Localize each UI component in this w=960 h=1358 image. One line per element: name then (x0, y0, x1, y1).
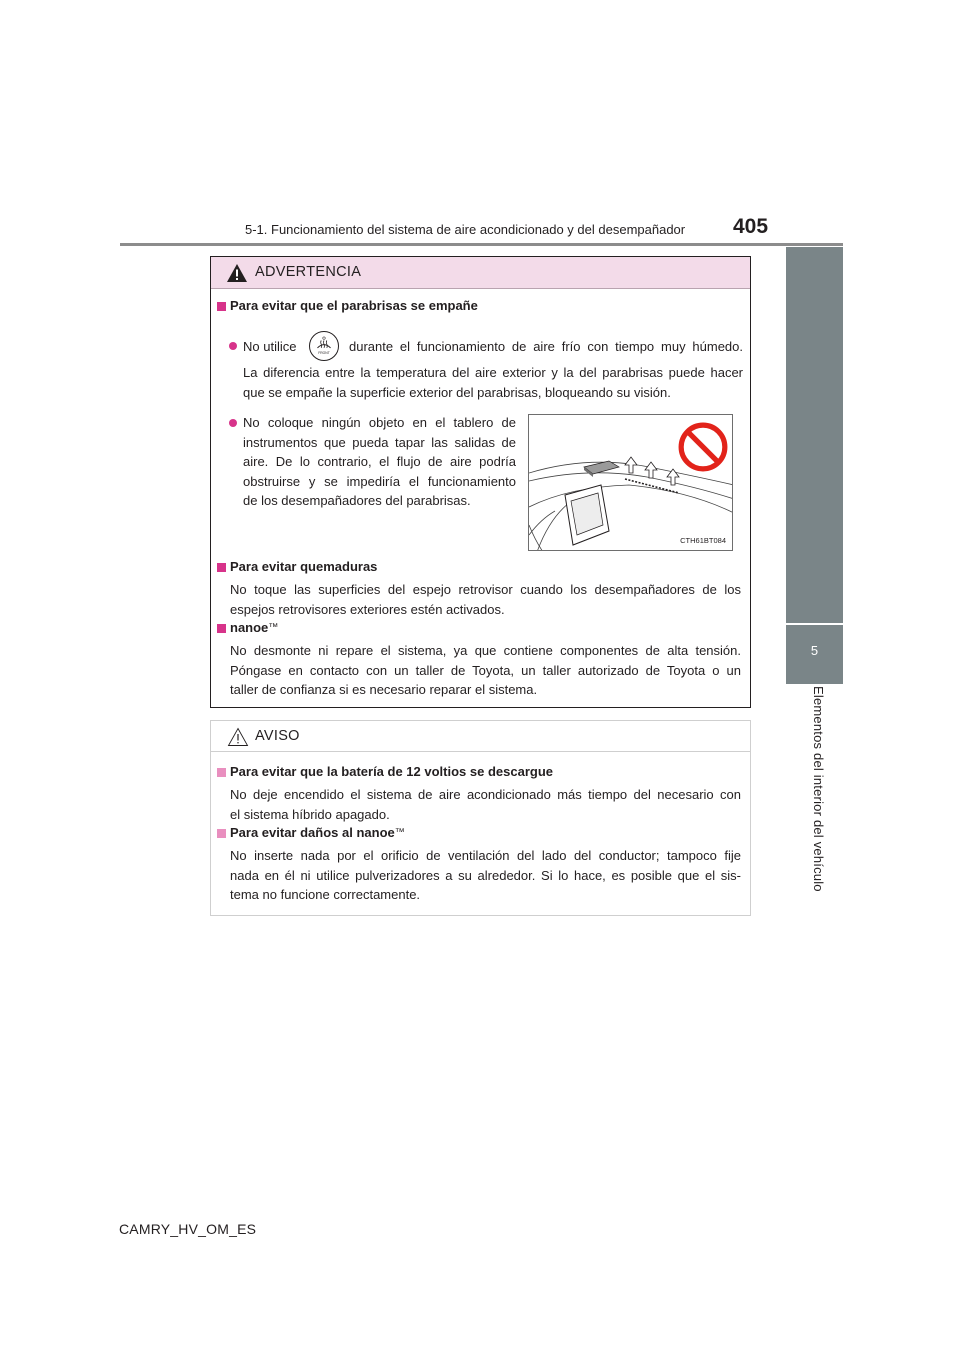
chapter-number: 5 (810, 643, 819, 658)
section-paragraph (230, 846, 741, 905)
notice-header (211, 721, 750, 752)
paragraph-line: el sistema híbrido apagado. (230, 806, 390, 822)
paragraph-line: taller de confianza si es necesario reparar el sistema. (230, 682, 538, 697)
section-heading: Para evitar que el parabrisas se empañe (230, 298, 478, 313)
section-marker (217, 563, 226, 572)
section-paragraph (230, 785, 741, 824)
trademark-symbol: ™ (268, 622, 279, 633)
paragraph-line: No desmonte ni repare el sistema, ya que contiene componentes de alta tensión. (230, 643, 741, 658)
prohibited-icon (677, 421, 729, 473)
bullet-text-cont (349, 337, 743, 357)
paragraph-line: aire. De lo contrario, el flujo de aire podría (243, 454, 516, 469)
paragraph-line: La diferencia entre la temperatura del aire exterior y la del parabrisas puede hacer (243, 365, 743, 380)
section-paragraph (230, 641, 741, 700)
paragraph-line: No toque las superficies del espejo retrovisor cuando los desempañadores de los (230, 582, 741, 597)
caution-triangle-icon (227, 727, 249, 747)
paragraph-line: de los desempañadores del parabrisas. (243, 493, 471, 508)
paragraph-line: No inserte nada por el orificio de ventilación del lado del conductor; tampoco fije (230, 848, 741, 863)
paragraph-line: que se empañe la superficie exterior del parabrisas, bloqueando su visión. (243, 384, 671, 400)
notice-title: AVISO (255, 728, 300, 744)
section-marker (217, 768, 226, 777)
bullet-dot (229, 419, 237, 427)
warning-title: ADVERTENCIA (255, 264, 362, 280)
trademark-symbol: ™ (394, 827, 405, 838)
header-rule (120, 243, 843, 246)
bullet-text: No utilice (243, 339, 297, 354)
document-code: CAMRY_HV_OM_ES (119, 1221, 257, 1237)
section-marker (217, 302, 226, 311)
side-rule (786, 247, 843, 623)
dashboard-illustration (528, 414, 733, 551)
section-title: 5-1. Funcionamiento del sistema de aire acondicionado y del desempañador (245, 222, 686, 237)
paragraph-line: obstruirse y se impediría el funcionamiento (243, 473, 516, 489)
section-heading-text: nanoe (230, 620, 269, 635)
chapter-tab[interactable] (786, 625, 843, 684)
section-heading (230, 825, 405, 840)
bullet-text-line: durante el funcionamiento de aire frío con tiempo muy húmedo. (349, 339, 743, 354)
figure-code: CTH61BT084 (680, 536, 726, 545)
section-heading (230, 620, 278, 635)
section-marker (217, 829, 226, 838)
bullet-paragraph (243, 413, 516, 511)
chapter-label: Elementos del interior del vehículo (811, 686, 826, 892)
paragraph-line: nada en él ni utilice pulverizadores a su alrededor. Si lo hace, es posible que el sis- (230, 867, 741, 883)
paragraph-line: espejos retrovisores exteriores estén activados. (230, 601, 505, 617)
section-paragraph (230, 580, 741, 619)
section-heading: Para evitar quemaduras (230, 559, 378, 574)
section-marker (217, 624, 226, 633)
paragraph-line: No coloque ningún objeto en el tablero de (243, 415, 516, 430)
section-heading: Para evitar que la batería de 12 voltios se descargue (230, 764, 553, 779)
front-defroster-icon (309, 331, 339, 361)
page-number: 405 (733, 215, 769, 238)
bullet-dot (229, 342, 237, 350)
section-heading-text: Para evitar daños al nanoe (230, 825, 395, 840)
warning-triangle-icon (226, 263, 248, 283)
paragraph-line: tema no funcione correctamente. (230, 887, 421, 902)
paragraph-line: No deje encendido el sistema de aire acondicionado más tiempo del necesario con (230, 787, 741, 802)
paragraph-line: instrumentos que pueda tapar las salidas de (243, 434, 516, 450)
front-label: FRONT (318, 350, 330, 355)
warning-header (211, 257, 750, 289)
bullet-paragraph (243, 363, 743, 402)
paragraph-line: Póngase en contacto con un taller de Toyota, un taller autorizado de Toyota o un (230, 662, 741, 678)
